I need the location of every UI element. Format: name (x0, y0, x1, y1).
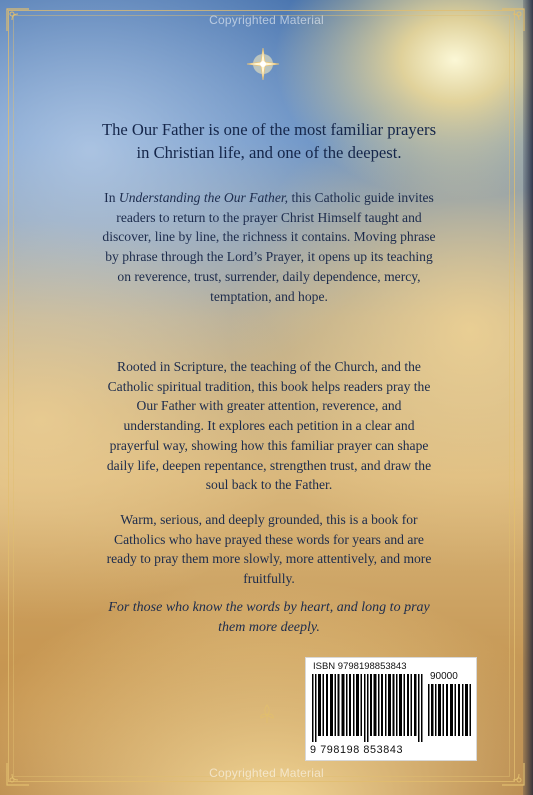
isbn-label: ISBN 9798198853843 (313, 661, 407, 672)
watermark-top: Copyrighted Material (209, 13, 324, 27)
watermark-bottom: Copyrighted Material (209, 766, 324, 780)
isbn-barcode (305, 657, 477, 761)
closing-tagline: For those who know the words by heart, and long to pray them more deeply. (108, 600, 430, 635)
p1-body: this Catholic guide invites readers to return to the prayer Christ Himself taught and discover, line by line, the richness it contains. Moving phrase by phrase through the Lord’s Prayer, it opens up its teaching on reverence, trust, surrender, daily dependence, mercy, temptation, and hope. (102, 190, 436, 304)
description-paragraph-3: Warm, serious, and deeply grounded, this is a book for Catholics who have prayed these words for years and are ready to pray them more slowly, more attentively, and more fruitfully. (106, 512, 432, 587)
spine-edge (523, 0, 533, 795)
book-title-italic: Understanding the Our Father, (118, 190, 289, 205)
isbn-digits: 9 798198 853843 (310, 744, 404, 756)
description-paragraph-2: Rooted in Scripture, the teaching of the Church, and the Catholic spiritual tradition, this book helps readers pray the Our Father with greater attention, reverence, and understanding. It explores each petition in a clear and prayerful way, showing how this familiar prayer can shape daily life, deepen repentance, strengthen trust, and draw the soul back to the Father. (106, 359, 432, 493)
lead-statement: The Our Father is one of the most familiar prayers in Christian life, and one of the deepest. (101, 120, 437, 162)
description-paragraph-1 (98, 188, 440, 306)
star-burst-icon (245, 46, 281, 82)
p1-prefix: In (104, 190, 119, 205)
barcode-bars (312, 674, 424, 742)
price-code: 90000 (430, 671, 458, 682)
fleur-ornament-icon (256, 703, 278, 725)
price-barcode-bars (428, 684, 472, 736)
